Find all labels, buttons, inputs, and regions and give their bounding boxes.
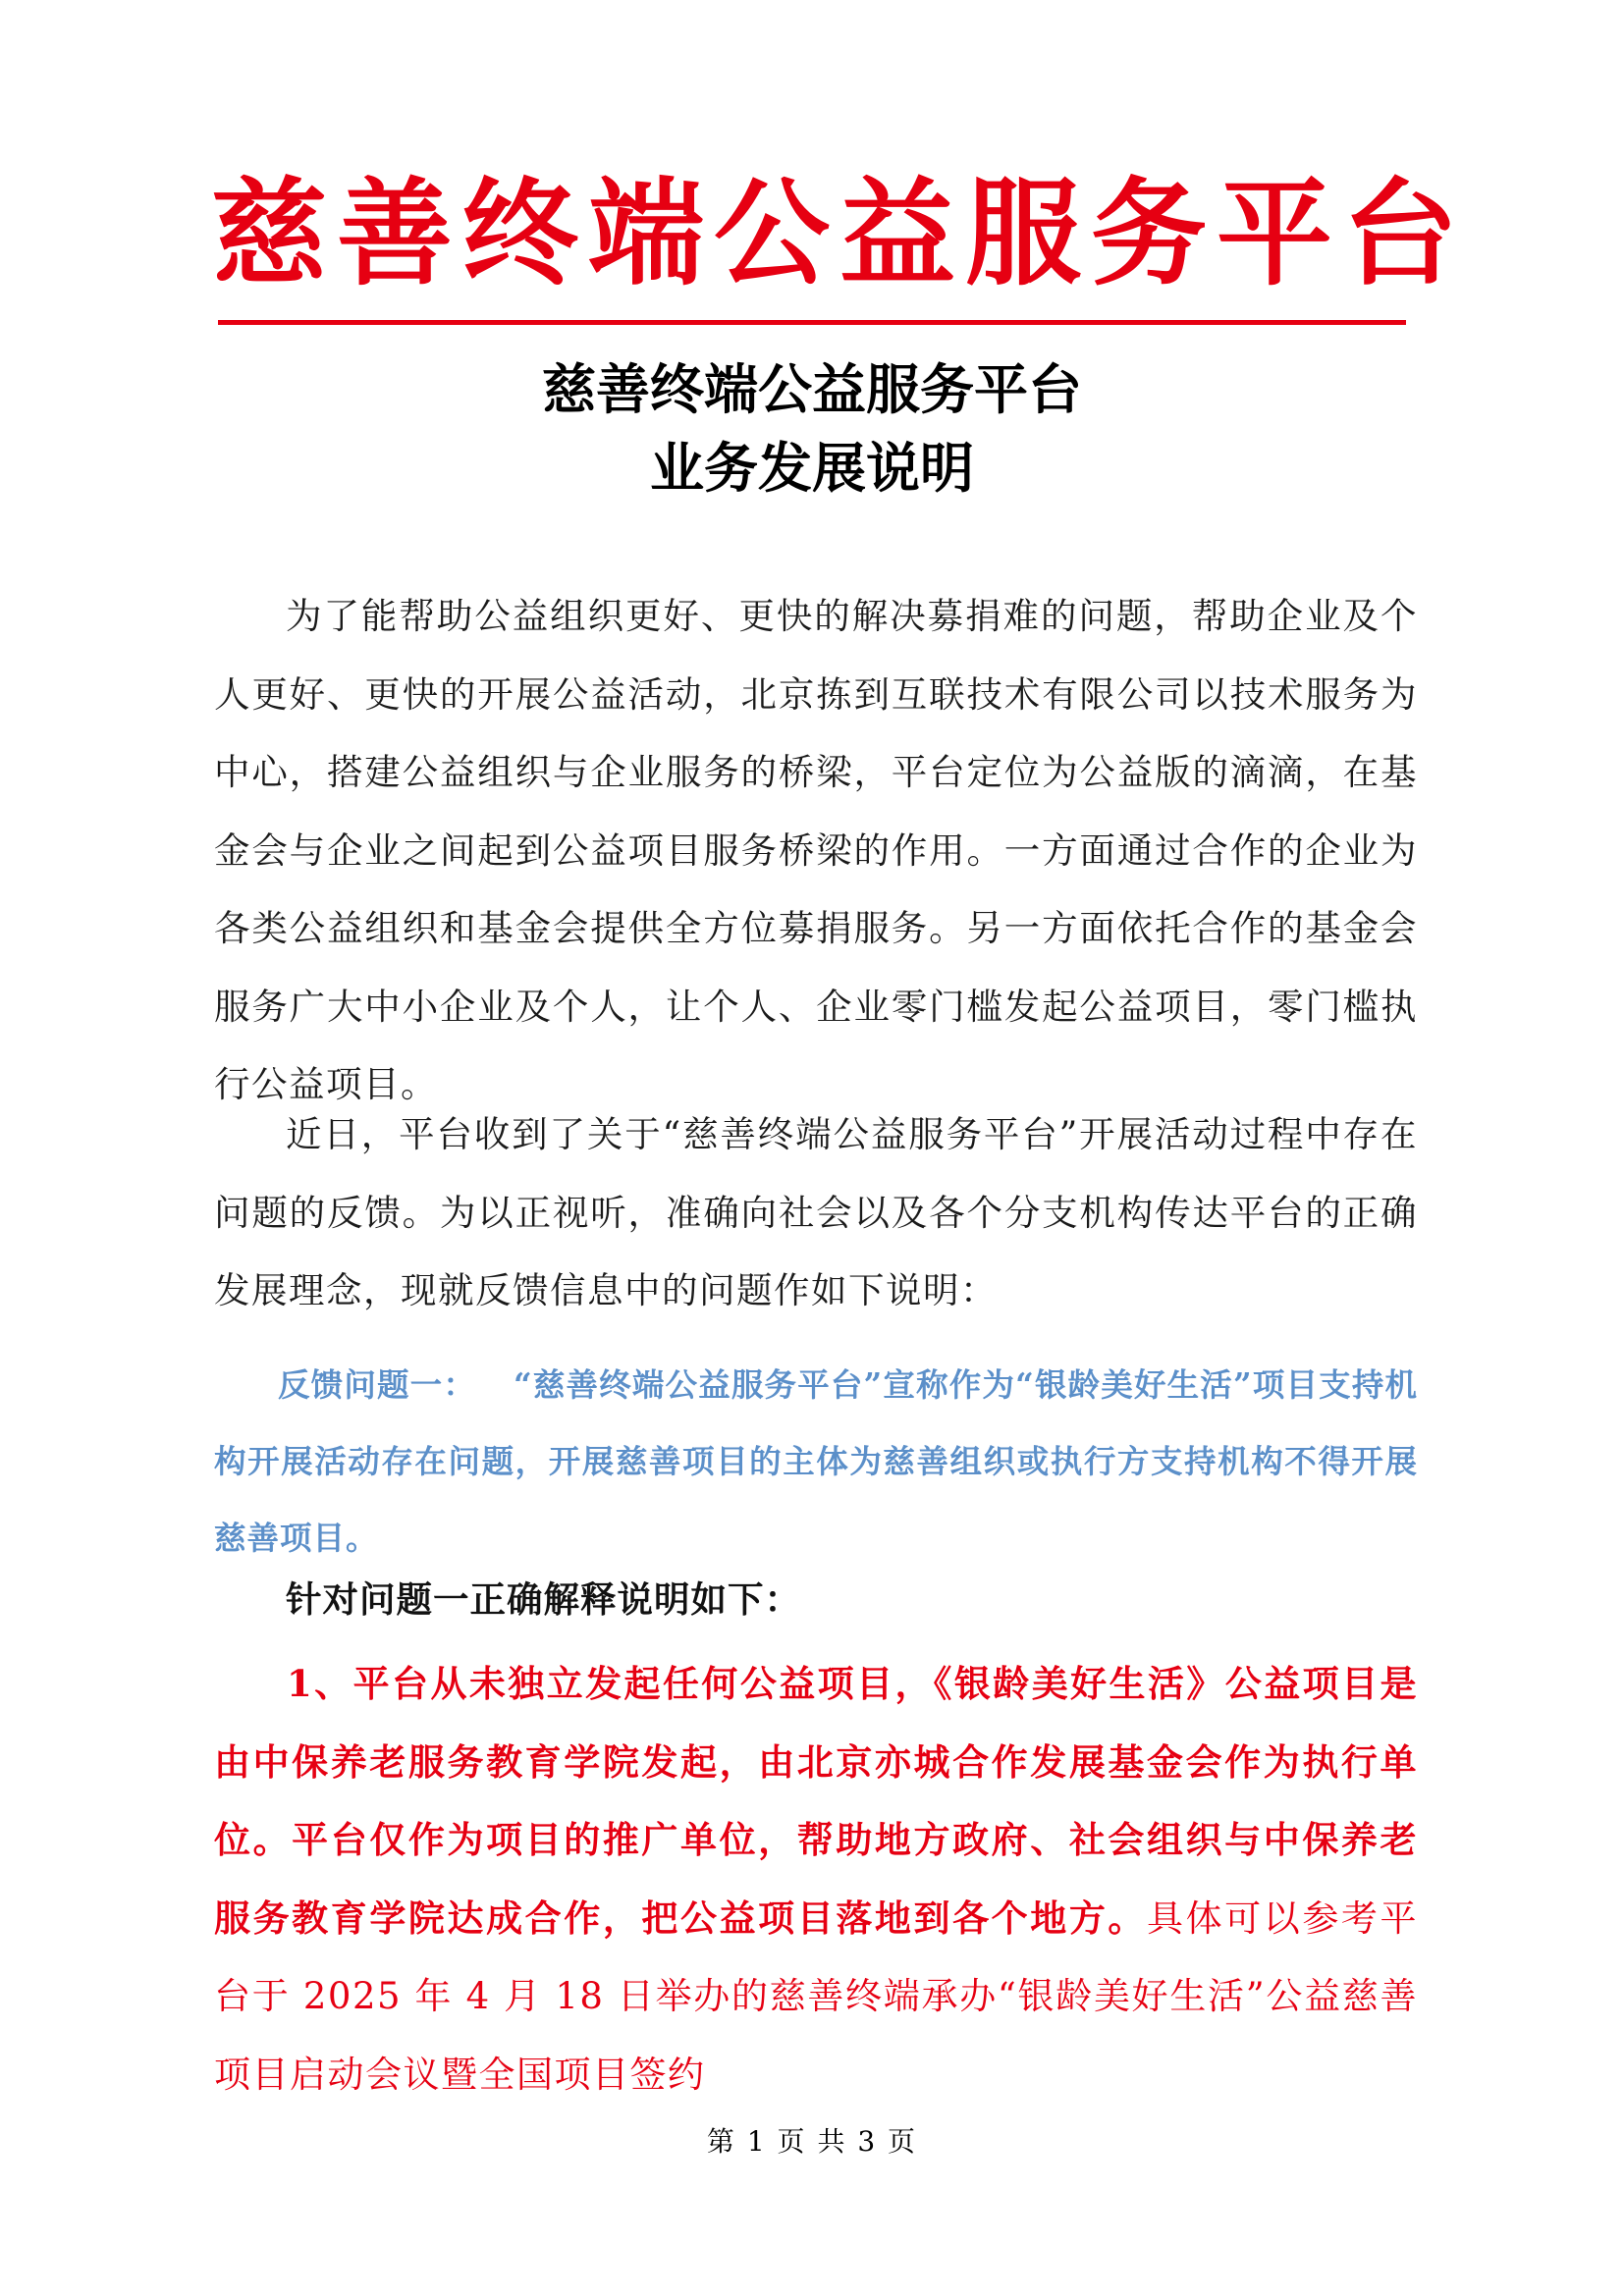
document-title: 慈善终端公益服务平台 bbox=[541, 357, 1082, 421]
answer-bold-text: 1、平台从未独立发起任何公益项目，《银龄美好生活》公益项目是由中保养老服务教育学院发起，由北京亦城合作发展基金会作为执行单位。平台仅作为项目的推广单位，帮助地方政府、社会组织与中保养老服务教育学院达成合作，把公益项目落地到各个地方。 bbox=[214, 1662, 1418, 1940]
answer-normal-text: 具体可以参考平台于 2025 年 4 月 18 日举办的慈善终端承办“银龄美好生活”公益慈善项目启动会议暨全国项目签约 bbox=[214, 1896, 1418, 2096]
feedback-text: “慈善终端公益服务平台”宣称作为“银龄美好生活”项目支持机构开展活动存在问题，开展慈善项目的主体为慈善组织或执行方支持机构不得开展慈善项目。 bbox=[214, 1365, 1418, 1557]
intro-paragraph: 为了能帮助公益组织更好、更快的解决募捐难的问题，帮助企业及个人更好、更快的开展公益活动，北京拣到互联技术有限公司以技术服务为中心，搭建公益组织与企业服务的桥梁，平台定位为公益版的滴滴，在基金会与企业之间起到公益项目服务桥梁的作用。一方面通过合作的企业为各类公益组织和基金会提供全方位募捐服务。另一方面依托合作的基金会服务广大中小企业及个人，让个人、企业零门槛发起公益项目，零门槛执行公益项目。 bbox=[214, 595, 1418, 1105]
masthead-title: 慈善终端公益服务平台 bbox=[211, 165, 1469, 301]
explanation-answer-1 bbox=[214, 1645, 1418, 2113]
explanation-heading: 针对问题一正确解释说明如下： bbox=[286, 1578, 801, 1621]
feedback-issue-1 bbox=[214, 1347, 1418, 1576]
document-subtitle: 业务发展说明 bbox=[649, 436, 974, 500]
page-number: 第 1 页 共 3 页 bbox=[706, 2125, 918, 2158]
feedback-label: 反馈问题一： bbox=[278, 1365, 477, 1404]
context-paragraph: 近日，平台收到了关于“慈善终端公益服务平台”开展活动过程中存在问题的反馈。为以正视听，准确向社会以及各个分支机构传达平台的正确发展理念，现就反馈信息中的问题作如下说明： bbox=[214, 1113, 1418, 1311]
masthead-divider bbox=[218, 320, 1406, 325]
